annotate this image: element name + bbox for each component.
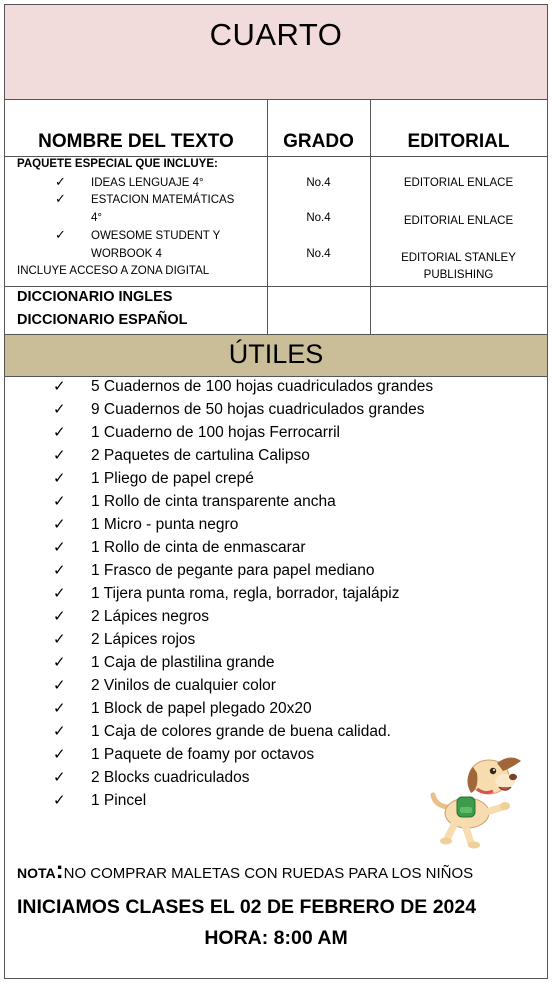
start-date: INICIAMOS CLASES EL 02 DE FEBRERO DE 2024 — [17, 896, 477, 918]
check-icon: ✓ — [53, 562, 66, 579]
check-icon: ✓ — [53, 447, 66, 464]
list-item-text: 2 Paquetes de cartulina Calipso — [91, 447, 310, 464]
list-item — [53, 515, 238, 534]
header-grado: GRADO — [283, 131, 354, 152]
list-item-text: 1 Micro - punta negro — [91, 516, 239, 533]
package-item-grado: No.4 — [306, 212, 331, 224]
package-item-editorial: EDITORIAL ENLACE — [403, 177, 514, 189]
check-icon: ✓ — [53, 516, 66, 533]
list-item — [53, 561, 375, 580]
list-item-text: 2 Lápices rojos — [91, 631, 196, 648]
list-item — [53, 446, 310, 465]
note-text: NO COMPRAR MALETAS CON RUEDAS PARA LOS NIÑOS — [63, 865, 474, 882]
utiles-band — [5, 334, 547, 377]
list-item — [53, 538, 306, 557]
check-icon: ✓ — [53, 539, 66, 556]
check-icon: ✓ — [53, 654, 66, 671]
package-item-editorial: EDITORIAL ENLACE — [403, 215, 514, 227]
check-icon: ✓ — [53, 585, 66, 602]
list-item — [53, 768, 250, 787]
list-item-text: 9 Cuadernos de 50 hojas cuadriculados grandes — [91, 401, 425, 418]
header-nombre: NOMBRE DEL TEXTO — [38, 131, 234, 152]
check-icon: ✓ — [53, 470, 66, 487]
package-item-name: IDEAS LENGUAJE 4° — [91, 177, 204, 189]
check-icon: ✓ — [53, 378, 66, 395]
note-label: NOTA — [17, 865, 56, 881]
list-item — [53, 492, 336, 511]
check-icon: ✓ — [53, 401, 66, 418]
package-item-grado: No.4 — [306, 177, 331, 189]
note-colon: : — [55, 857, 64, 884]
list-item-text: 1 Pliego de papel crepé — [91, 470, 254, 487]
list-item — [53, 630, 195, 649]
package-item-name: OWESOME STUDENT Y — [91, 230, 221, 242]
list-item-text: 1 Pincel — [91, 792, 147, 809]
check-icon: ✓ — [55, 227, 66, 242]
package-item-editorial: EDITORIAL STANLEY — [401, 252, 516, 264]
list-item-text: 1 Rollo de cinta transparente ancha — [91, 493, 336, 510]
list-item — [53, 400, 424, 419]
check-icon: ✓ — [53, 792, 66, 809]
list-item-text: 1 Paquete de foamy por octavos — [91, 746, 315, 763]
start-time: HORA: 8:00 AM — [204, 927, 348, 949]
check-icon: ✓ — [55, 191, 66, 206]
list-item — [53, 791, 146, 810]
list-item-text: 2 Blocks cuadriculados — [91, 769, 250, 786]
header-editorial: EDITORIAL — [407, 131, 510, 152]
list-item — [53, 653, 275, 672]
check-icon: ✓ — [55, 174, 66, 189]
title-band — [5, 5, 547, 100]
school-supply-list — [4, 4, 548, 979]
list-item — [53, 423, 340, 442]
check-icon: ✓ — [53, 608, 66, 625]
list-item-text: 2 Vinilos de cualquier color — [91, 677, 276, 694]
check-icon: ✓ — [53, 746, 66, 763]
package-item-editorial-2: PUBLISHING — [423, 269, 494, 281]
list-item — [53, 607, 209, 626]
list-item — [53, 745, 314, 764]
list-item-text: 1 Rollo de cinta de enmascarar — [91, 539, 306, 556]
check-icon: ✓ — [53, 723, 66, 740]
package-item-grado: No.4 — [306, 248, 331, 260]
check-icon: ✓ — [53, 769, 66, 786]
note — [17, 857, 474, 884]
check-icon: ✓ — [53, 700, 66, 717]
list-item — [53, 469, 254, 488]
list-item — [53, 676, 276, 695]
list-item — [53, 699, 312, 718]
list-item — [53, 722, 391, 741]
check-icon: ✓ — [53, 493, 66, 510]
package-item-name: ESTACION MATEMÁTICAS — [91, 194, 235, 206]
page-title: CUARTO — [209, 17, 343, 52]
list-item-text: 1 Caja de colores grande de buena calidad. — [91, 723, 391, 740]
dictionary-spanish: DICCIONARIO ESPAÑOL — [17, 312, 188, 328]
list-item-text: 1 Tijera punta roma, regla, borrador, tajalápiz — [91, 585, 400, 602]
dictionary-english: DICCIONARIO INGLES — [17, 289, 173, 305]
list-item — [53, 584, 399, 603]
list-item-text: 1 Frasco de pegante para papel mediano — [91, 562, 375, 579]
package-item-name-2: 4° — [91, 212, 102, 224]
check-icon: ✓ — [53, 424, 66, 441]
package-title: PAQUETE ESPECIAL QUE INCLUYE: — [17, 158, 218, 170]
dog-with-backpack-icon — [427, 749, 531, 853]
table-divider — [5, 286, 547, 287]
check-icon: ✓ — [53, 631, 66, 648]
package-item-name-2: WORBOOK 4 — [91, 248, 162, 260]
list-item-text: 2 Lápices negros — [91, 608, 210, 625]
list-item-text: 1 Cuaderno de 100 hojas Ferrocarril — [91, 424, 340, 441]
list-item-text: 1 Block de papel plegado 20x20 — [91, 700, 312, 717]
table-divider — [5, 156, 547, 157]
check-icon: ✓ — [53, 677, 66, 694]
package-footer: INCLUYE ACCESO A ZONA DIGITAL — [17, 265, 210, 277]
list-item-text: 1 Caja de plastilina grande — [91, 654, 275, 671]
list-item — [53, 377, 433, 396]
list-item-text: 5 Cuadernos de 100 hojas cuadriculados grandes — [91, 378, 434, 395]
utiles-title: ÚTILES — [228, 339, 324, 369]
